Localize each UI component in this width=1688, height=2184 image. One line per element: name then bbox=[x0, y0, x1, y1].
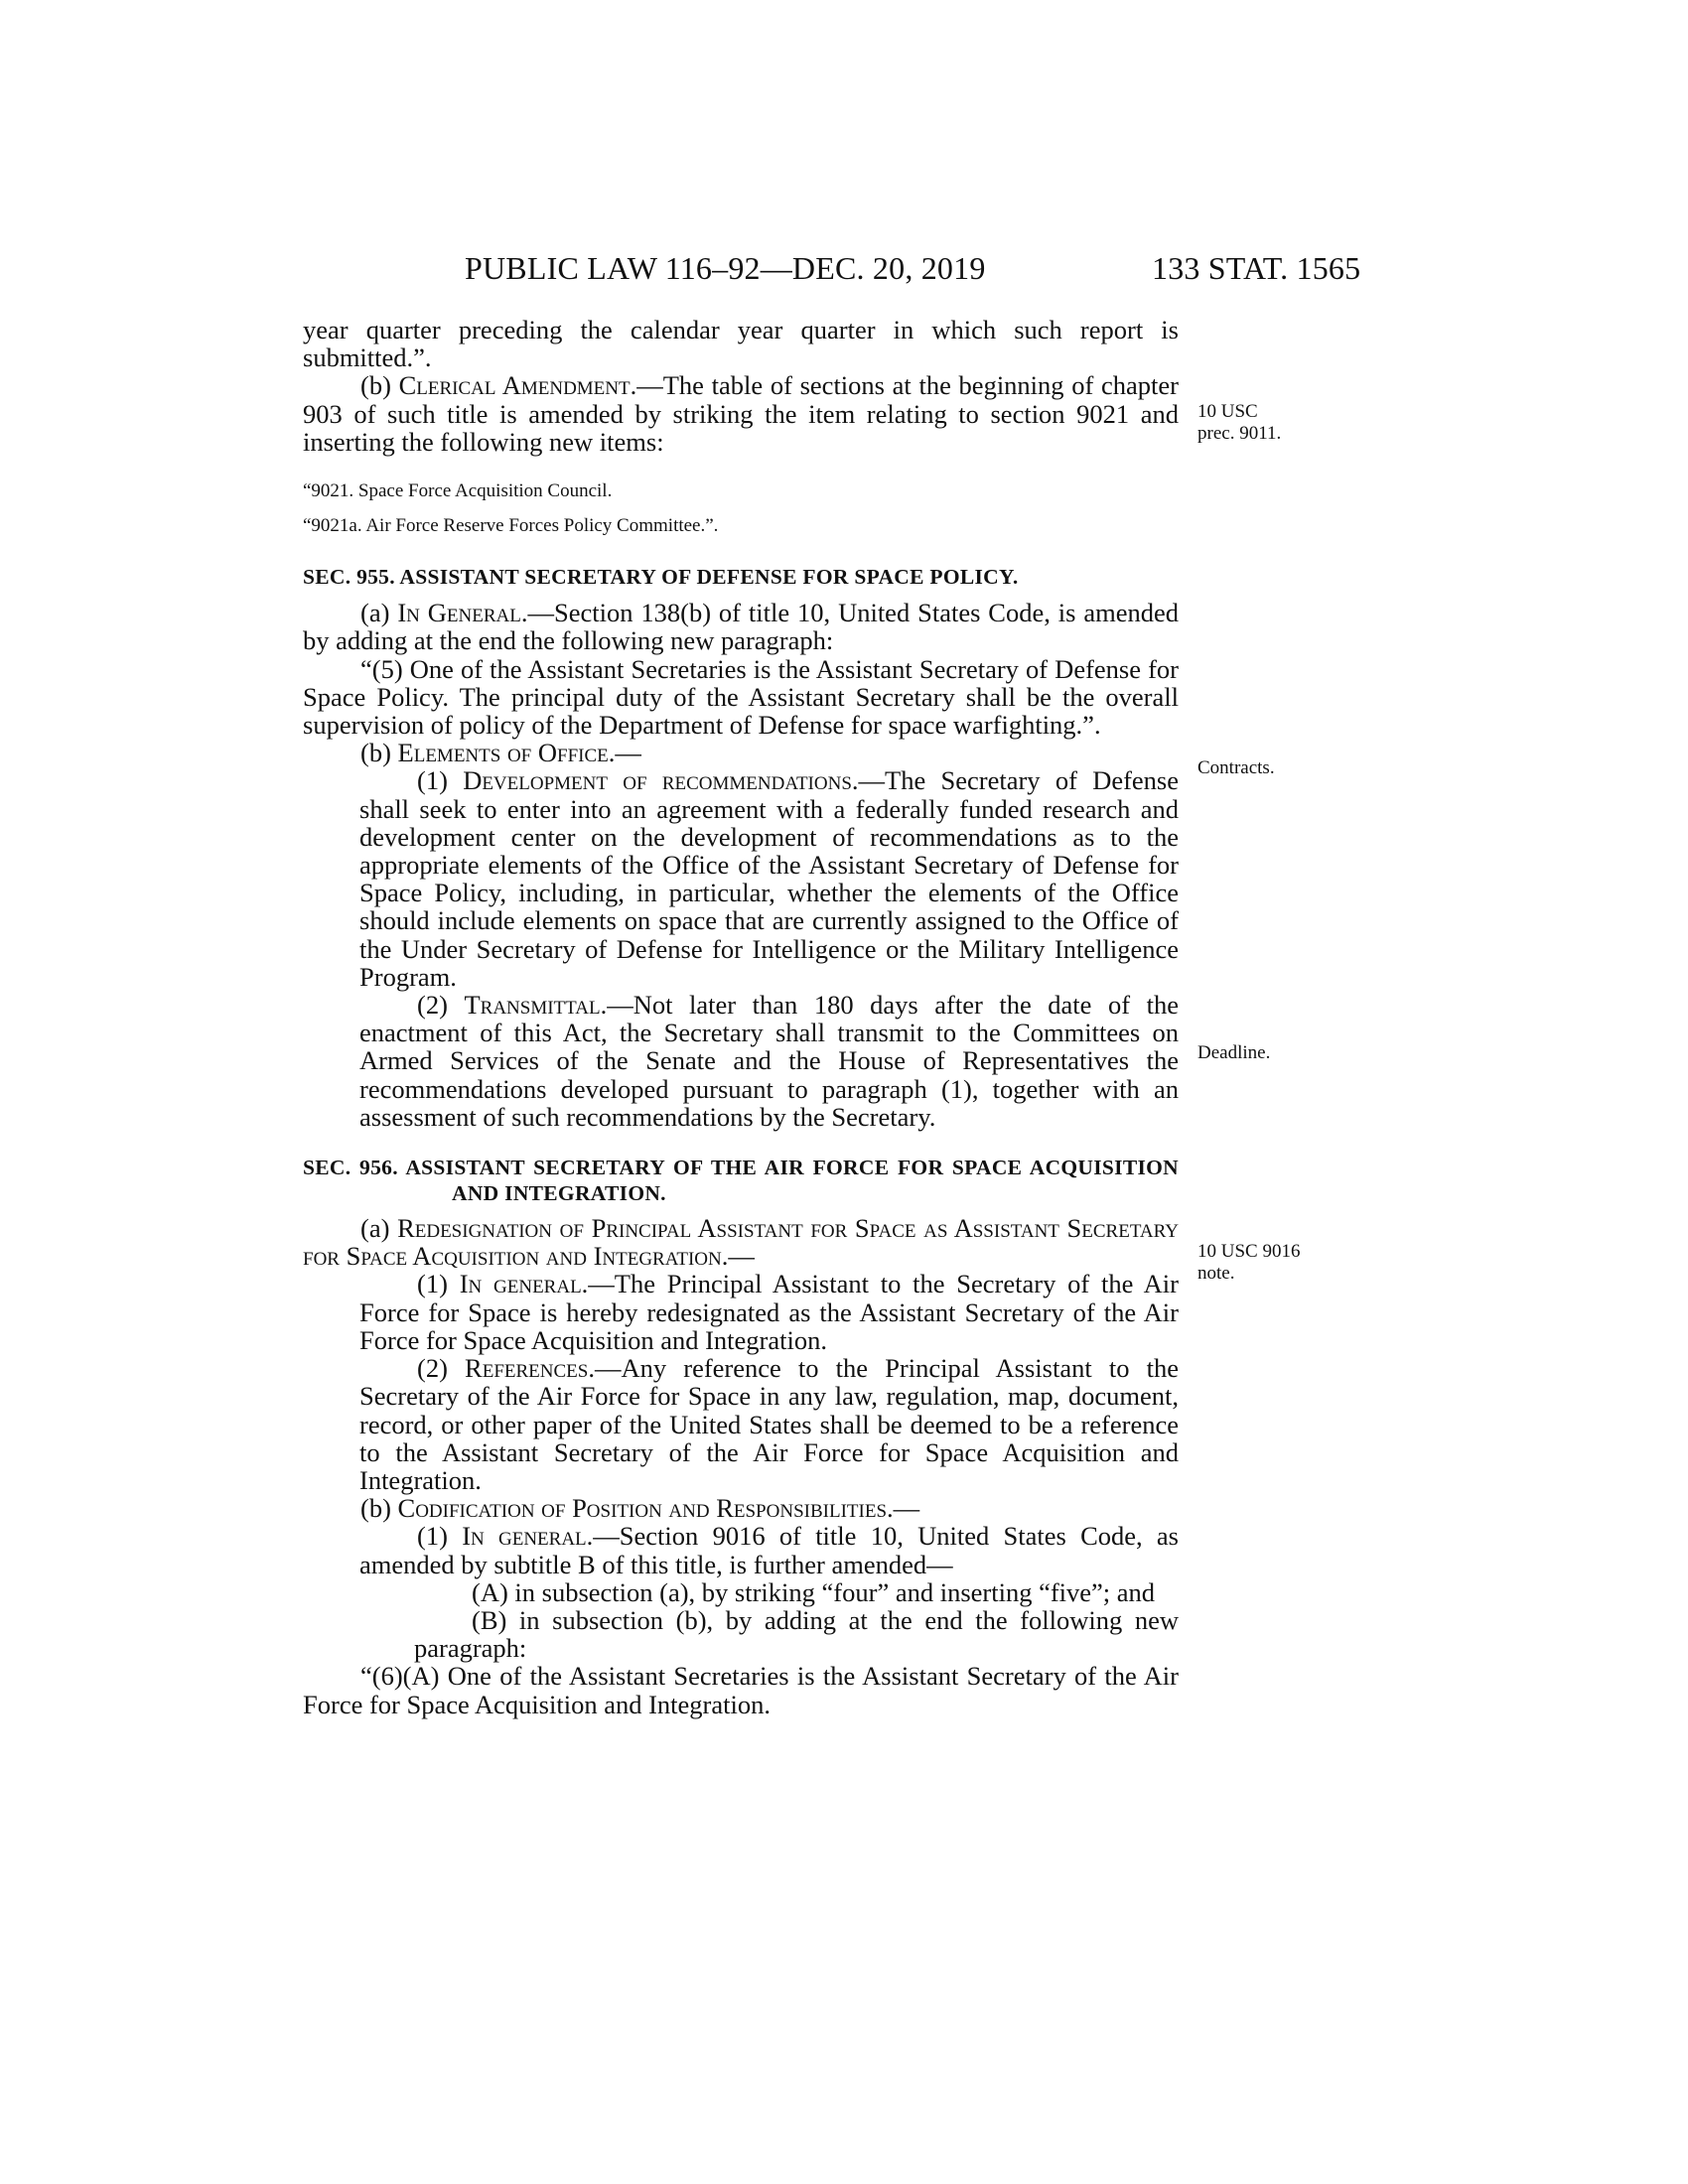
paragraph-955-b: (b) Elements of Office.— bbox=[360, 738, 641, 768]
toc-item-9021a: “9021a. Air Force Reserve Forces Policy Committee.”. bbox=[303, 515, 719, 537]
paragraph-955-a-quote: “(5) One of the Assistant Secretaries is the Assistant Secretary of Defense for Space Policy. The principal duty of the Assistant Secretary shall be the overall supervision of policy of the Department of Defense for space warfighting.”. bbox=[303, 653, 1179, 741]
paragraph-text: Section 138(b) of title 10, United States Code, is amended by adding at the end the following new paragraph: bbox=[303, 598, 1179, 656]
subsection-heading: In General bbox=[397, 598, 521, 628]
paragraph-956-quote: “(6)(A) One of the Assistant Secretaries is the Assistant Secretary of the Air Force for Space Acquisition and Integration. bbox=[303, 1661, 1179, 1719]
running-head-stat-page: 133 STAT. 1565 bbox=[1152, 250, 1361, 286]
paragraph-heading: Transmittal bbox=[464, 990, 601, 1021]
paragraph-heading: References bbox=[465, 1353, 589, 1384]
paragraph-heading: In general bbox=[462, 1521, 587, 1552]
margin-note-contracts: Contracts. bbox=[1197, 757, 1275, 778]
margin-note-line: note. bbox=[1197, 1263, 1235, 1284]
subsection-heading: Codification of Position and Responsibilities bbox=[397, 1493, 888, 1524]
paragraph-continuation: year quarter preceding the calendar year quarter in which such report is submitted.”. bbox=[303, 315, 1179, 373]
margin-note-deadline: Deadline. bbox=[1197, 1042, 1271, 1063]
paragraph-955-b-2: (2) Transmittal.—Not later than 180 days after the date of the enactment of this Act, the Secretary shall transmit to the Committees on Armed Services of the Senate and the House of Representatives the recommendations developed pursuant to paragraph (1), together with an assessment of such recommendations by the Secretary. bbox=[359, 990, 1179, 1132]
subsection-heading: Redesignation of Principal Assistant for Space as Assistant Secretary for Space Acquisition and Integration bbox=[303, 1213, 1179, 1272]
margin-note-line: 10 USC 9016 bbox=[1197, 1241, 1301, 1262]
paragraph-956-b-1-B: (B) in subsection (b), by adding at the end the following new paragraph: bbox=[414, 1604, 1179, 1664]
paragraph-956-a-2: (2) References.—Any reference to the Principal Assistant to the Secretary of the Air Force for Space in any law, regulation, map, document, record, or other paper of the United States shall be deemed to be a reference to the Assistant Secretary of the Air Force for Space Acquisition and Integration. bbox=[359, 1353, 1179, 1495]
paragraph-heading: In general bbox=[459, 1269, 582, 1299]
paragraph-text: The Principal Assistant to the Secretary of the Air Force for Space is hereby redesignated as the Assistant Secretary of the Air Force for Space Acquisition and Integration. bbox=[359, 1269, 1179, 1355]
paragraph-text: Section 9016 of title 10, United States Code, as amended by subtitle B of this title, is further amended— bbox=[359, 1521, 1179, 1579]
paragraph-956-b-1-A: (A) in subsection (a), by striking “four” and inserting “five”; and bbox=[472, 1576, 1156, 1607]
margin-note-usc-9011 bbox=[1197, 401, 1281, 445]
margin-note-usc-9016 bbox=[1197, 1241, 1300, 1285]
section-heading-955: SEC. 955. ASSISTANT SECRETARY OF DEFENSE FOR SPACE POLICY. bbox=[303, 565, 1019, 590]
toc-item-9021: “9021. Space Force Acquisition Council. bbox=[303, 480, 613, 502]
paragraph-text: The table of sections at the beginning of chapter 903 of such title is amended by striking the item relating to section 9021 and inserting the following new items: bbox=[303, 370, 1179, 457]
paragraph-heading: Development of recommendations bbox=[463, 765, 852, 796]
paragraph-956-a-1: (1) In general.—The Principal Assistant to the Secretary of the Air Force for Space is hereby redesignated as the Assistant Secretary of the Air Force for Space Acquisition and Integration. bbox=[359, 1269, 1179, 1355]
paragraph-955-b-1: (1) Development of recommendations.—The Secretary of Defense shall seek to enter into an agreement with a federally funded research and development center on the development of recommendations as to the appropriate elements of the Office of the Assistant Secretary of Defense for Space Policy, including, in particular, whether the elements of the Office should include elements on space that are currently assigned to the Office of the Under Secretary of Defense for Intelligence or the Military Intelligence Program. bbox=[359, 765, 1179, 992]
subsection-heading: Clerical Amendment bbox=[398, 370, 631, 401]
running-head-law: PUBLIC LAW 116–92—DEC. 20, 2019 bbox=[465, 250, 986, 286]
paragraph-956-b: (b) Codification of Position and Responsibilities.— bbox=[360, 1493, 920, 1524]
paragraph-956-b-1: (1) In general.—Section 9016 of title 10, United States Code, as amended by subtitle B of this title, is further amended— bbox=[359, 1521, 1179, 1579]
paragraph-955-a: (a) In General.—Section 138(b) of title 10, United States Code, is amended by adding at the end the following new paragraph: bbox=[303, 598, 1179, 656]
document-body bbox=[303, 316, 1179, 1718]
subsection-heading: Elements of Office bbox=[397, 738, 609, 768]
margin-note-line: prec. 9011. bbox=[1197, 423, 1282, 444]
section-heading-956: SEC. 956. ASSISTANT SECRETARY OF THE AIR FORCE FOR SPACE ACQUISITION AND INTEGRATION. bbox=[303, 1156, 1179, 1206]
paragraph-text: Not later than 180 days after the date of the enactment of this Act, the Secretary shall transmit to the Committees on Armed Services of the Senate and the House of Representatives the recommendations developed pursuant to paragraph (1), together with an assessment of such recommendations by the Secretary. bbox=[359, 990, 1179, 1132]
paragraph-text: Any reference to the Principal Assistant to the Secretary of the Air Force for Space in any law, regulation, map, document, record, or other paper of the United States shall be deemed to be a reference to the Assistant Secretary of the Air Force for Space Acquisition and Integration. bbox=[359, 1353, 1179, 1495]
paragraph-956-a: (a) Redesignation of Principal Assistant for Space as Assistant Secretary for Space Acquisition and Integration.— bbox=[303, 1213, 1179, 1272]
paragraph-clerical-amendment: (b) Clerical Amendment.—The table of sections at the beginning of chapter 903 of such title is amended by striking the item relating to section 9021 and inserting the following new items: bbox=[303, 370, 1179, 457]
paragraph-text: The Secretary of Defense shall seek to enter into an agreement with a federally funded research and development center on the development of recommendations as to the appropriate elements of the Office of the Assistant Secretary of Defense for Space Policy, including, in particular, whether the elements of the Office should include elements on space that are currently assigned to the Office of the Under Secretary of Defense for Intelligence or the Military Intelligence Program. bbox=[359, 765, 1179, 992]
margin-note-line: 10 USC bbox=[1197, 401, 1258, 422]
